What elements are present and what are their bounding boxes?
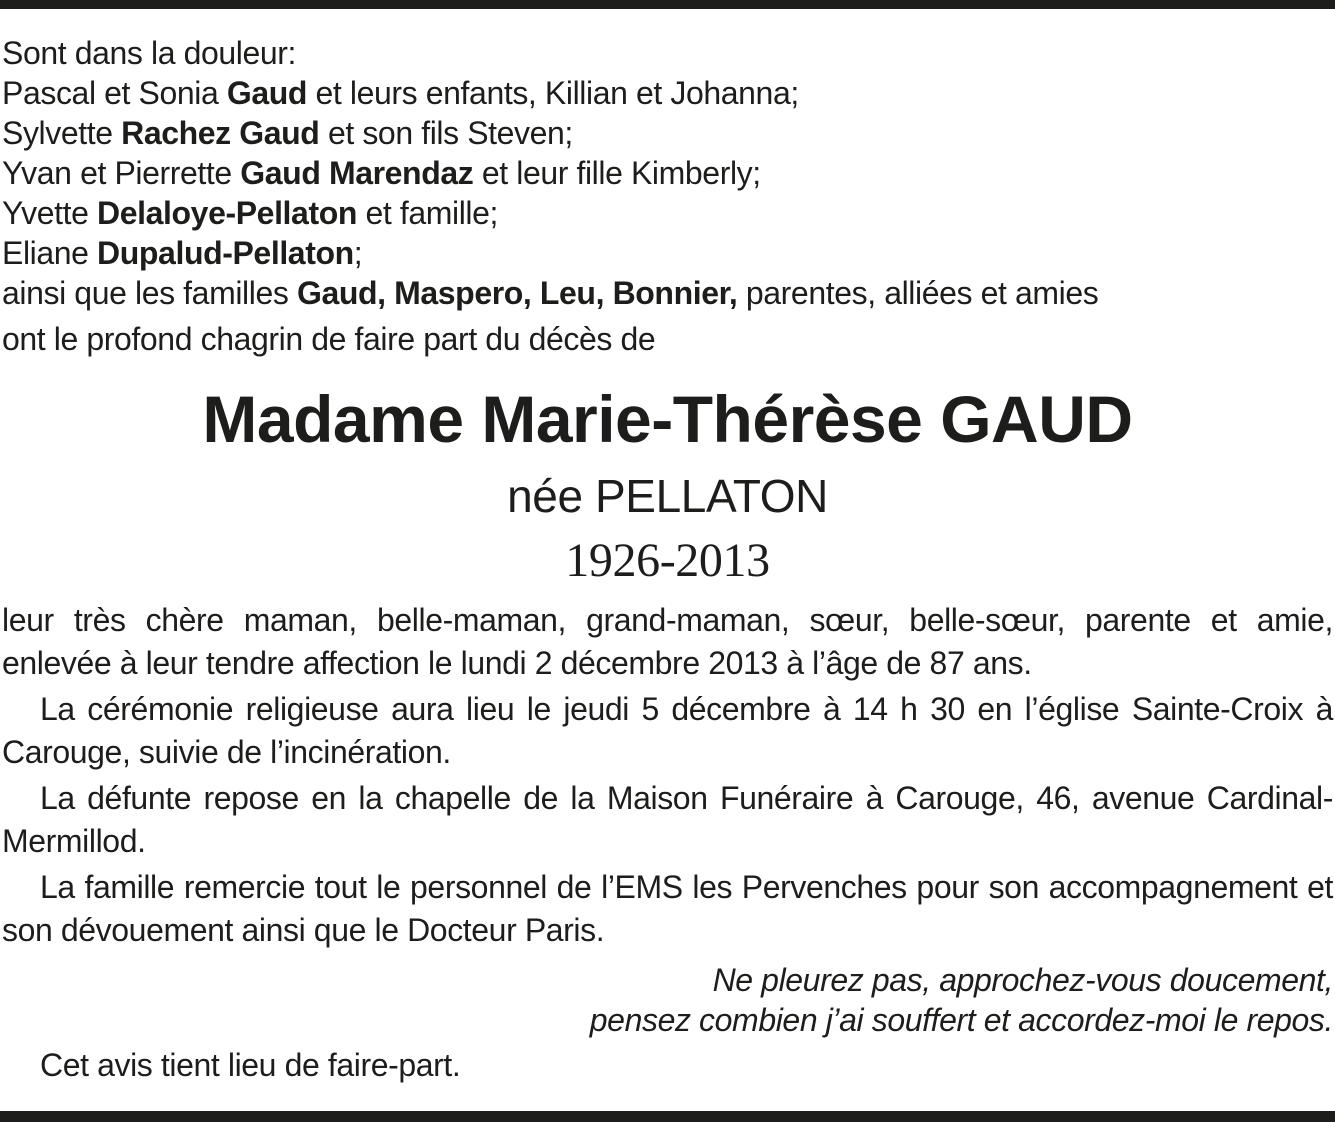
mourner-text: Yvette xyxy=(2,195,98,231)
mourner-text: et leur fille Kimberly; xyxy=(473,155,761,191)
mourner-family-name: Rachez Gaud xyxy=(121,115,320,151)
mourner-line xyxy=(2,113,1333,153)
deceased-block xyxy=(2,379,1333,589)
poem-line: pensez combien j’ai souffert et accordez-moi le repos. xyxy=(589,1002,1333,1038)
poem-quote xyxy=(2,960,1333,1040)
mourner-text: parentes, alliées et amies xyxy=(737,275,1099,311)
life-years: 1926-2013 xyxy=(565,534,770,587)
bottom-border-rule xyxy=(0,1111,1335,1122)
mourner-family-name: Gaud xyxy=(226,75,308,111)
mourner-line xyxy=(2,233,1333,273)
closing-note: Cet avis tient lieu de faire-part. xyxy=(40,1047,461,1083)
mourner-text: Sylvette xyxy=(2,115,122,151)
thanks-paragraph: La famille remercie tout le personnel de l’EMS les Pervenches pour son accompagnement et son dévouement ainsi que le Docteur Paris. xyxy=(2,869,1333,948)
mourners-list xyxy=(2,33,1333,313)
mourner-lines xyxy=(2,73,1333,313)
repose-paragraph: La défunte repose en la chapelle de la Maison Funéraire à Carouge, 46, avenue Cardinal-Mermillod. xyxy=(2,780,1333,859)
mourner-text: et leurs enfants, Killian et Johanna; xyxy=(307,75,799,111)
mourner-line xyxy=(2,153,1333,193)
mourner-line xyxy=(2,273,1333,313)
mourner-family-name: Gaud Marendaz xyxy=(240,155,474,191)
mourner-text: ; xyxy=(353,235,363,271)
relationship-paragraph: leur très chère maman, belle-maman, grand-maman, sœur, belle-sœur, parente et amie, enlevée à leur tendre affection le lundi 2 décembre 2013 à l’âge de 87 ans. xyxy=(2,602,1333,681)
ceremony-paragraph: La cérémonie religieuse aura lieu le jeudi 5 décembre à 14 h 30 en l’église Sainte-Croix à Carouge, suivie de l’incinération. xyxy=(2,691,1333,770)
mourner-line xyxy=(2,193,1333,233)
obituary-notice xyxy=(2,33,1333,1087)
top-border-rule xyxy=(0,0,1335,9)
deceased-name: Madame Marie-Thérèse GAUD xyxy=(202,382,1133,456)
mourner-text: Pascal et Sonia xyxy=(2,75,227,111)
mourner-family-name: Dupalud-Pellaton xyxy=(97,235,354,271)
mourner-text: Yvan et Pierrette xyxy=(2,155,241,191)
mourner-line xyxy=(2,73,1333,113)
announcement-text: ont le profond chagrin de faire part du décès de xyxy=(2,321,656,357)
mourner-text: et famille; xyxy=(357,195,499,231)
poem-line: Ne pleurez pas, approchez-vous doucement, xyxy=(712,962,1333,998)
notice-body xyxy=(2,599,1333,952)
mourner-text: et son fils Steven; xyxy=(319,115,573,151)
mourner-family-name: Gaud, Maspero, Leu, Bonnier, xyxy=(296,275,738,311)
mourner-family-name: Delaloye-Pellaton xyxy=(97,195,357,231)
mourner-text: ainsi que les familles xyxy=(2,275,297,311)
mourner-text: Eliane xyxy=(2,235,98,271)
maiden-name: née PELLATON xyxy=(507,470,828,522)
mourners-intro: Sont dans la douleur: xyxy=(2,35,297,71)
